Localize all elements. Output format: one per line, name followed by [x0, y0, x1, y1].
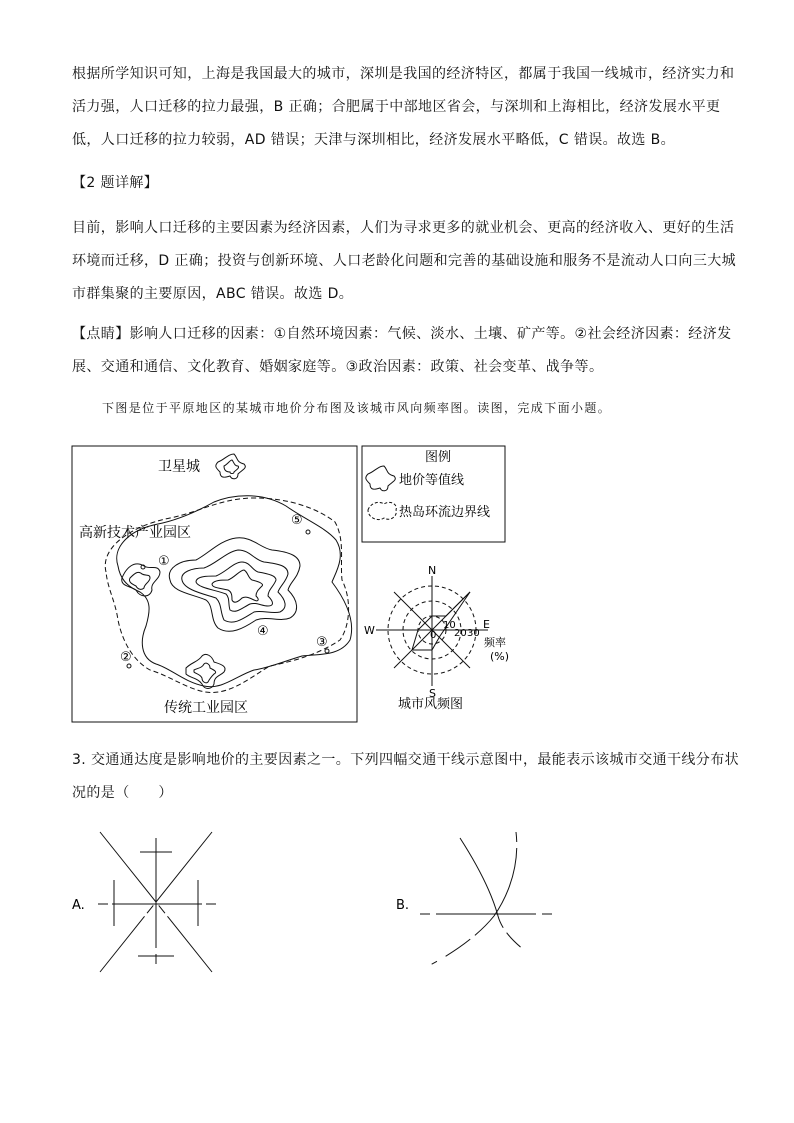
option-a-label: A.	[72, 898, 85, 913]
isoline-central-1	[196, 562, 276, 611]
answer-1-line: 低，人口迁移的拉力较弱，AD 错误；天津与深圳相比，经济发展水平略低，C 错误。故选 B。	[72, 132, 676, 148]
answer-2-line: 市群集聚的主要原因，ABC 错误。故选 D。	[72, 286, 354, 302]
hitech-park-label: 高新技术产业园区	[79, 525, 191, 541]
question-3-line: 况的是（ ）	[72, 785, 173, 801]
wind-frequency-label: 频率	[484, 636, 506, 649]
wind-east-label: E	[483, 618, 490, 631]
answer-2-line: 目前，影响人口迁移的主要因素为经济因素，人们为寻求更多的就业机会、更高的经济收入、更好的生活	[72, 220, 735, 236]
figure-intro: 下图是位于平原地区的某城市地价分布图及该城市风向频率图。读图，完成下面小题。	[102, 401, 612, 415]
wind-tick-20: 20	[454, 628, 467, 639]
answer-2-line: 环境而迁移，D 正确；投资与创新环境、人口老龄化问题和完善的基础设施和服务不是流动人口向三大城	[72, 253, 737, 269]
question-3	[72, 744, 740, 810]
point-2: ②	[120, 650, 132, 665]
wind-rose-caption: 城市风频图	[398, 697, 464, 712]
point-4: ④	[257, 624, 269, 639]
option-b-label: B.	[396, 898, 410, 913]
wind-south-label: S	[429, 687, 436, 700]
isoline-hitech-inner	[129, 572, 150, 589]
point-5: ⑤	[291, 513, 303, 528]
note-line: 【点睛】影响人口迁移的因素：①自然环境因素：气候、淡水、土壤、矿产等。②社会经济因素：经济发	[72, 326, 732, 342]
question-2-header-text: 【2 题详解】	[72, 175, 159, 191]
isoline-central-3	[169, 538, 300, 632]
isoline-satellite-inner	[224, 460, 239, 474]
wind-tick-0: 0	[430, 630, 437, 641]
wind-frequency-unit: (%)	[490, 650, 510, 663]
legend-title: 图例	[425, 450, 452, 465]
wind-rose	[364, 564, 509, 712]
note-line: 展、交通和通信、文化教育、婚姻家庭等。③政治因素：政策、社会变革、战争等。	[72, 359, 604, 375]
legend-isoline-label: 地价等值线	[399, 473, 465, 488]
isoline-satellite-outer	[216, 454, 245, 479]
road-curve-1	[460, 838, 552, 968]
answer-1-line: 根据所学知识可知，上海是我国最大的城市，深圳是我国的经济特区，都属于我国一线城市，经济实力和	[72, 66, 735, 82]
option-a-diagram	[98, 832, 216, 972]
legend-heat-island-label: 热岛环流边界线	[399, 505, 491, 520]
legend-heat-island-symbol	[368, 502, 396, 519]
isoline-central-core	[212, 570, 263, 602]
traditional-park-label: 传统工业园区	[164, 700, 248, 716]
small-circle	[306, 530, 310, 534]
wind-north-label: N	[428, 564, 437, 577]
point-3: ③	[316, 635, 328, 650]
legend-isoline-symbol	[366, 466, 395, 491]
isoline-hitech-outer	[122, 564, 160, 596]
answer-1-line: 活力强，人口迁移的拉力最强，B 正确；合肥属于中部地区省会，与深圳和上海相比，经济发展水平更	[72, 99, 721, 115]
wind-tick-30: 30	[467, 628, 480, 639]
isoline-traditional-outer	[186, 654, 225, 688]
option-b-diagram	[420, 832, 556, 970]
road-curve-2	[420, 832, 517, 970]
question-3-line: 3. 交通通达度是影响地价的主要因素之一。下列四幅交通干线示意图中，最能表示该城市交通干线分布状	[72, 752, 740, 768]
wind-west-label: W	[364, 624, 375, 637]
point-1: ①	[158, 554, 170, 569]
satellite-city-label: 卫星城	[158, 459, 200, 475]
wind-tick-10: 10	[443, 620, 456, 631]
